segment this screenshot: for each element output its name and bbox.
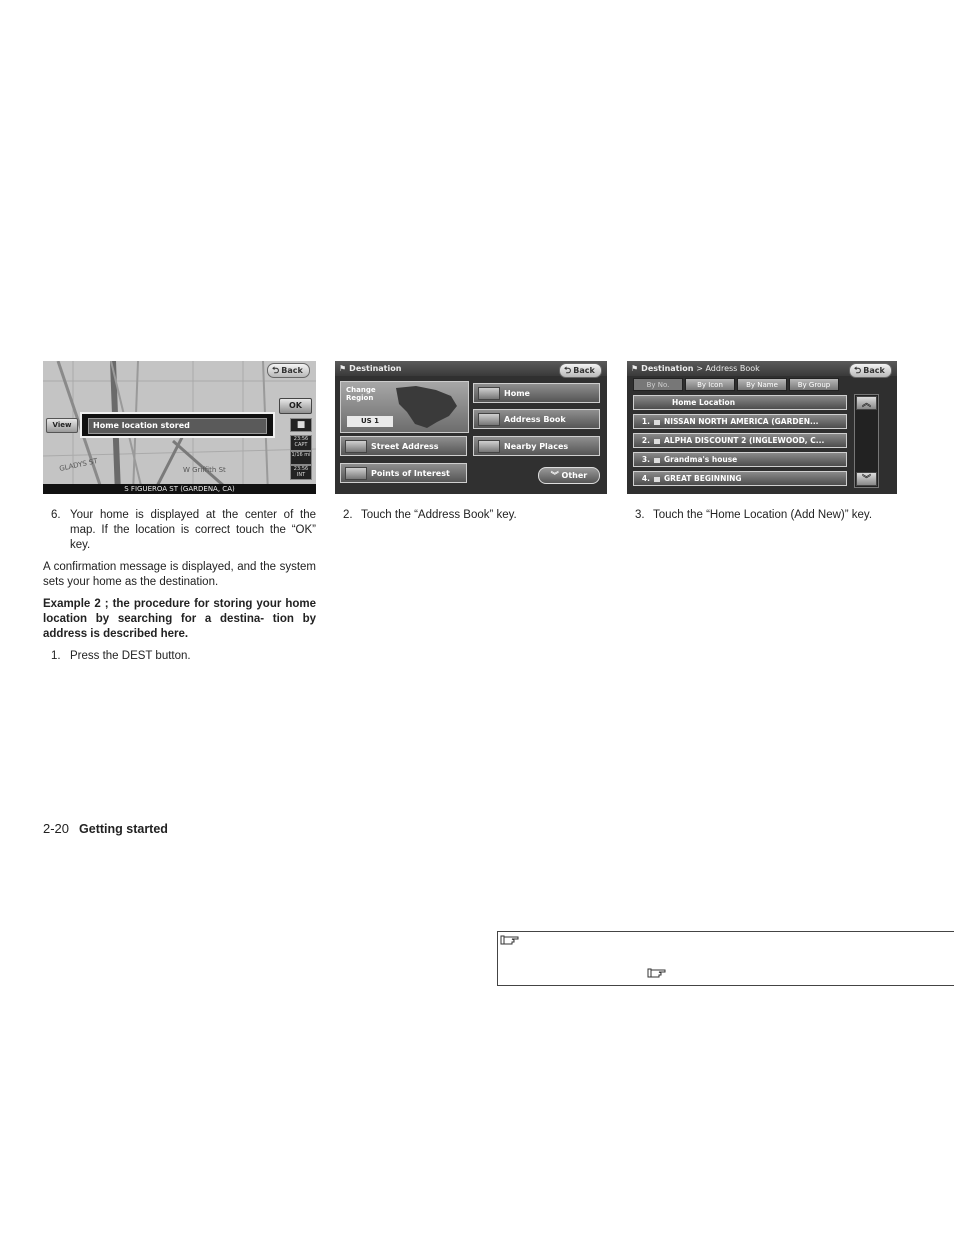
list-item[interactable]: [633, 414, 847, 429]
destination-screenshot: [335, 361, 607, 494]
scroll-up-icon[interactable]: ︽: [856, 396, 877, 410]
home-stored-dialog: [80, 412, 275, 438]
home-label: Home: [504, 389, 530, 398]
example-2-heading: Example 2 ; the procedure for storing your home location by searching for a destina- tion by address is described here.: [43, 598, 316, 640]
step-1-number: 1.: [51, 650, 61, 662]
confirmation-paragraph: A confirmation message is displayed, and the system sets your home as the destination.: [43, 561, 316, 588]
street-address-button[interactable]: [340, 436, 467, 456]
map-back-button[interactable]: [267, 363, 310, 378]
list-item-label: GREAT BEGINNING: [664, 474, 742, 483]
map-view-button[interactable]: View: [46, 418, 78, 433]
tab-by-group[interactable]: By Group: [789, 378, 839, 391]
step-2: [335, 508, 607, 523]
destination-flag-icon: ⚑: [339, 364, 347, 373]
hand-pointing-icon: [647, 967, 667, 979]
entry-marker-icon: [654, 420, 660, 425]
map-back-label: Back: [281, 366, 303, 375]
tab-by-no[interactable]: By No.: [633, 378, 683, 391]
entry-marker-icon: [654, 439, 660, 444]
home-button[interactable]: [473, 383, 600, 403]
list-item-label: ALPHA DISCOUNT 2 (INGLEWOOD, C...: [664, 436, 825, 445]
tab-by-name[interactable]: By Name: [737, 378, 787, 391]
list-item[interactable]: [633, 471, 847, 486]
reference-note-box: [497, 931, 954, 986]
points-of-interest-label: Points of Interest: [371, 469, 450, 478]
destination-flag-icon: ⚑: [631, 364, 639, 373]
step-6: [43, 508, 316, 553]
hand-pointing-icon: [500, 934, 520, 946]
list-item-number: 1.: [641, 417, 650, 426]
list-item[interactable]: [633, 452, 847, 467]
step-3-number: 3.: [635, 509, 645, 521]
back-arrow-icon: ⮌: [272, 366, 280, 376]
step-1: [43, 649, 316, 664]
address-book-screenshot: [627, 361, 897, 494]
home-location-button[interactable]: Home Location: [633, 395, 847, 410]
street-sign-icon: [345, 440, 367, 453]
destination-back-label: Back: [573, 366, 595, 375]
map-location-footer: S FIGUEROA ST (GARDENA, CA): [43, 484, 316, 494]
address-book-label: Address Book: [504, 415, 566, 424]
step-1-text: Press the DEST button.: [70, 650, 191, 662]
step-6-number: 6.: [51, 509, 61, 521]
street-label-left: GLADYS ST: [58, 457, 99, 473]
back-arrow-icon: ⮌: [564, 366, 572, 376]
ok-button[interactable]: OK: [279, 398, 312, 414]
entry-marker-icon: [654, 458, 660, 463]
list-item-number: 3.: [641, 455, 650, 464]
scroll-down-icon[interactable]: ︾: [856, 472, 877, 486]
clock-readout-top: 23:56 CAPT: [290, 435, 312, 451]
save-icon[interactable]: ■: [290, 418, 312, 432]
step-3: [627, 508, 917, 523]
nearby-places-label: Nearby Places: [504, 442, 569, 451]
list-item-label: Grandma's house: [664, 455, 738, 464]
nearby-places-icon: [478, 440, 500, 453]
destination-title: Destination: [349, 364, 402, 373]
list-item-number: 2.: [641, 436, 650, 445]
list-item-label: NISSAN NORTH AMERICA (GARDEN...: [664, 417, 819, 426]
step-3-text: Touch the “Home Location (Add New)” key.: [653, 509, 873, 521]
list-item-number: 4.: [641, 474, 650, 483]
other-label: Other: [561, 471, 588, 480]
step-6-text: Your home is displayed at the center of the map. If the location is correct touch the “OK” key.: [70, 509, 316, 551]
street-address-label: Street Address: [371, 442, 439, 451]
tab-by-icon[interactable]: By Icon: [685, 378, 735, 391]
double-chevron-down-icon: ︾: [550, 471, 559, 480]
map-scale-readout[interactable]: 1/16 mi: [290, 451, 312, 465]
step-2-number: 2.: [343, 509, 353, 521]
address-book-back-button[interactable]: [849, 363, 892, 378]
change-region-label: Change Region: [346, 386, 376, 402]
section-title: Getting started: [79, 822, 168, 836]
page-number: 2-20: [43, 821, 70, 836]
home-stored-map-screenshot: [43, 361, 316, 494]
other-button[interactable]: [538, 467, 600, 484]
list-item[interactable]: [633, 433, 847, 448]
change-region-button[interactable]: [340, 381, 469, 433]
back-arrow-icon: ⮌: [854, 366, 862, 376]
address-book-title: Destination: [641, 364, 694, 373]
entry-marker-icon: [654, 477, 660, 482]
destination-back-button[interactable]: [559, 363, 602, 378]
nearby-places-button[interactable]: [473, 436, 600, 456]
points-of-interest-button[interactable]: [340, 463, 467, 483]
house-icon: [478, 387, 500, 400]
address-book-back-label: Back: [863, 366, 885, 375]
poi-icon: [345, 467, 367, 480]
page-footer: [43, 821, 168, 836]
book-icon: [478, 413, 500, 426]
clock-readout-bottom: 23:56 INT: [290, 465, 312, 480]
address-book-button[interactable]: [473, 409, 600, 429]
region-value: US 1: [347, 416, 393, 427]
step-2-text: Touch the “Address Book” key.: [361, 509, 517, 521]
address-book-breadcrumb: > Address Book: [696, 364, 760, 373]
street-label-right: W Griffith St: [183, 466, 226, 474]
home-stored-message: Home location stored: [88, 418, 267, 434]
